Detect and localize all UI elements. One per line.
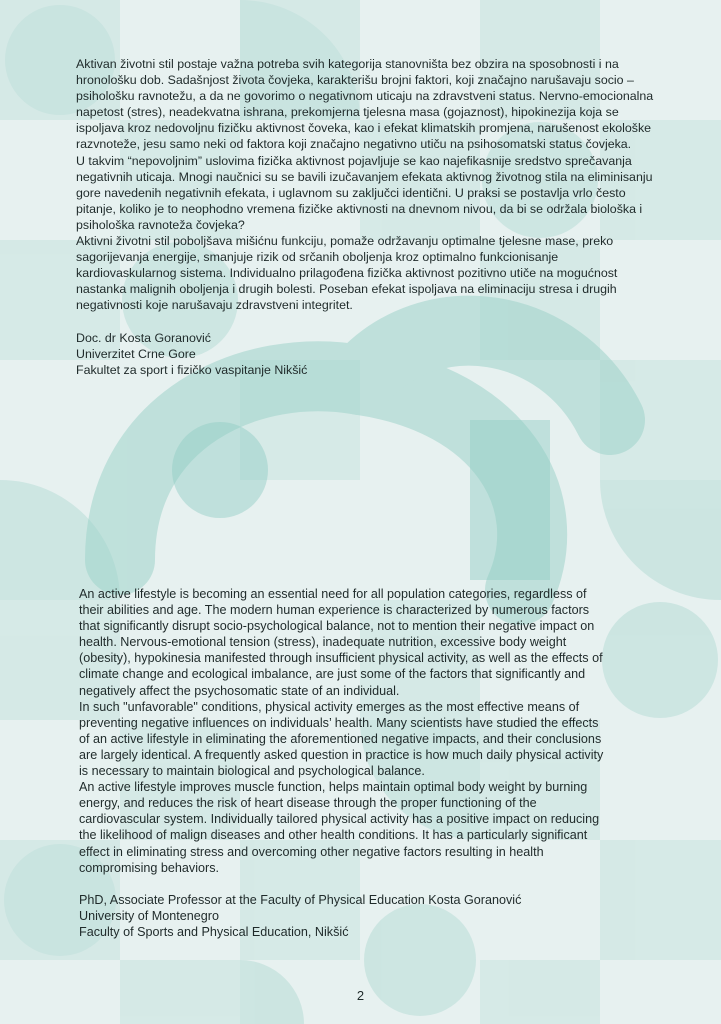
- english-paragraph: In such "unfavorable" conditions, physical activity emerges as the most effective means of preventing negative influences on individuals’ health. Many scientists have studied the effects of an active lifestyle in eliminating the aforementioned negative impacts, and their conclusions are largely identical. A frequently asked question in practice is how much daily physical activity is necessary to maintain biological and psychological balance.: [79, 699, 604, 779]
- author-faculty: Fakultet za sport i fizičko vaspitanje Nikšić: [76, 362, 308, 377]
- author-name: PhD, Associate Professor at the Faculty of Physical Education Kosta Goranović: [79, 892, 522, 907]
- author-name: Doc. dr Kosta Goranović: [76, 330, 211, 345]
- author-university: Univerzitet Crne Gore: [76, 346, 196, 361]
- page-number: 2: [356, 988, 365, 1003]
- english-paragraph: An active lifestyle improves muscle function, helps maintain optimal body weight by burning energy, and reduces the risk of heart disease through the proper functioning of the cardiovascular system. Individually tailored physical activity has a positive impact on reducing the likelihood of malign diseases and other health conditions. It has a particularly significant effect in eliminating stress and overcoming other negative factors resulting in health compromising behaviors.: [79, 780, 600, 875]
- author-university: University of Montenegro: [79, 908, 219, 923]
- serbian-article: [76, 56, 656, 378]
- serbian-paragraph: U takvim “nepovoljnim” uslovima fizička aktivnost pojavljuje se kao najefikasnije sredstvo sprečavanja negativnih uticaja. Mnogi naučnici su se bavili izučavanjem efekata aktivnog životnog stila na eliminisanju gore navedenih negativnih efekata, i uglavnom su zaključci identični. U praksi se postavlja vrlo često pitanje, koliko je to neophodno vremena fizičke aktivnosti na dnevnom nivou, da bi se održala biološka i psihološka ravnoteža čovjeka?: [76, 153, 653, 232]
- english-paragraph: An active lifestyle is becoming an essential need for all population categories, regardless of their abilities and age. The modern human experience is characterized by numerous factors that significantly disrupt socio-psychological balance, not to mention their negative impact on health. Nervous-emotional tension (stress), inadequate nutrition, excessive body weight (obesity), hypokinesia manifested through insufficient physical activity, as well as the effects of climate change and ecological imbalance, are just some of the factors that significantly and negatively affect the psychosomatic state of an individual.: [79, 587, 603, 698]
- author-faculty: Faculty of Sports and Physical Education, Nikšić: [79, 924, 349, 939]
- serbian-paragraph: Aktivan životni stil postaje važna potreba svih kategorija stanovništa bez obzira na sposobnosti i na hronološku dob. Sadašnjost života čovjeka, karakterišu brojni faktori, koji značajno narušavaju socio –psihološku ravnotežu, a da ne govorimo o negativnom uticaju na zdravstveni status. Nervno-emocionalna napetost (stres), neadekvatna ishrana, prekomjerna tjelesna masa (gojaznost), hipokinezija koja se ispoljava kroz nedovoljnu fizičku aktivnost čoveka, kao i efekat klimatskih promjena, narušenost ekološke razvnoteže, jesu samo neki od faktora koji značajno negativno utiču na psihosomatski status čovjeka.: [76, 57, 654, 152]
- serbian-paragraph: Aktivni životni stil poboljšava mišićnu funkciju, pomaže održavanju optimalne tjelesne mase, preko sagorijevanja energije, smanjuje rizik od srčanih oboljenja kroz optimalno funkcionisanje kardiovaskularnog sistema. Individualno prilagođena fizička aktivnost pozitivno utiče na mogućnost nastanka malignih oboljenja i drugih bolesti. Poseban efekat ispoljava na eliminaciju stresa i drugih negativnosti koje narušavaju zdravstveni integritet.: [76, 234, 618, 313]
- english-article: [79, 586, 609, 940]
